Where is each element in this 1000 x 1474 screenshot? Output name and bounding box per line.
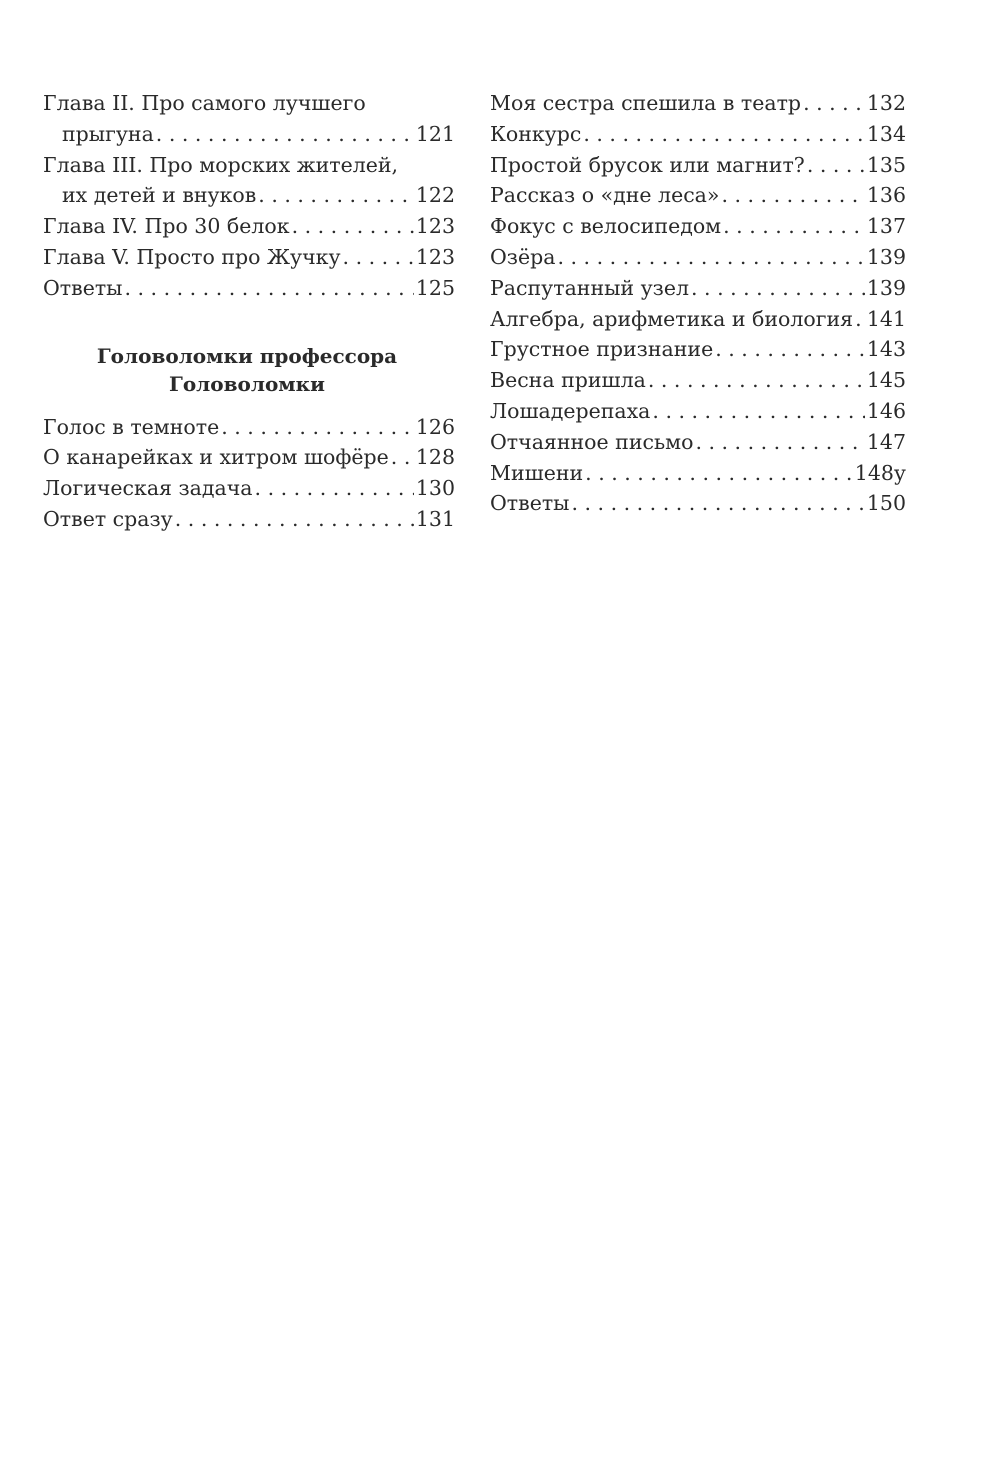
- section-heading-line-2: Головоломки: [169, 371, 325, 396]
- toc-page-number: 132: [866, 91, 906, 115]
- toc-entries-right: [490, 88, 906, 519]
- toc-entry[interactable]: [43, 412, 455, 443]
- toc-page-number: 150: [866, 491, 906, 516]
- toc-entry-line: [490, 273, 906, 304]
- dot-leader: [175, 504, 414, 535]
- toc-entry-line: [43, 150, 455, 181]
- toc-page-number: 125: [415, 275, 455, 300]
- toc-entry[interactable]: [43, 442, 455, 473]
- toc-entry-title: Конкурс: [490, 121, 582, 146]
- toc-page-number: 143: [866, 337, 906, 362]
- toc-entry-title: Моя сестра спешила в театр: [490, 91, 802, 115]
- toc-entry[interactable]: [490, 304, 906, 335]
- dot-leader: [695, 427, 864, 458]
- toc-entry-title: прыгуна: [62, 121, 154, 146]
- toc-entry-line: [43, 88, 455, 119]
- toc-entry-title: Мишени: [490, 460, 584, 485]
- dot-leader: [258, 180, 414, 211]
- toc-entry-title: Голос в темноте: [43, 414, 220, 439]
- toc-entry[interactable]: [490, 427, 906, 458]
- toc-page-number: 135: [866, 152, 906, 177]
- toc-entries-bottom: [43, 412, 455, 535]
- toc-entry-title: их детей и внуков: [62, 183, 257, 208]
- toc-entry[interactable]: [43, 211, 455, 242]
- toc-entry-line: [490, 334, 906, 365]
- toc-entry-line: [490, 211, 906, 242]
- toc-entry-line: [43, 273, 455, 304]
- toc-entry[interactable]: [490, 180, 906, 211]
- toc-entry-line: [490, 119, 906, 150]
- toc-page-number: 146: [866, 398, 906, 423]
- toc-entry-line: [490, 488, 906, 519]
- toc-entry-title: Грустное признание: [490, 337, 714, 362]
- toc-entry-title: Рассказ о «дне леса»: [490, 183, 720, 208]
- dot-leader: [571, 488, 864, 519]
- toc-entry-title: Простой брусок или магнит?: [490, 152, 805, 177]
- toc-entry[interactable]: [490, 396, 906, 427]
- toc-entry-line: [490, 304, 906, 335]
- dot-leader: [721, 180, 864, 211]
- toc-entry-line: [490, 427, 906, 458]
- toc-entry[interactable]: [490, 119, 906, 150]
- toc-entry-line: [43, 504, 455, 535]
- toc-entry[interactable]: [490, 334, 906, 365]
- toc-page-number: 128: [415, 445, 455, 470]
- toc-page-number: 131: [415, 506, 455, 531]
- toc-page-number: 141: [866, 306, 906, 331]
- toc-page-number: 137: [866, 214, 906, 239]
- dot-leader: [124, 273, 413, 304]
- toc-entry-line: [43, 119, 455, 150]
- dot-leader: [723, 211, 865, 242]
- toc-page-number: 136: [866, 183, 906, 208]
- toc-entry-line: [490, 180, 906, 211]
- toc-entry-title: Алгебра, арифметика и биология: [490, 306, 854, 331]
- toc-entry[interactable]: [490, 458, 906, 489]
- toc-entry[interactable]: [43, 242, 455, 273]
- dot-leader: [585, 458, 853, 489]
- toc-entry-title: Фокус с велосипедом: [490, 214, 722, 239]
- toc-entry[interactable]: [43, 150, 455, 212]
- toc-entry-line: [43, 442, 455, 473]
- dot-leader: [343, 242, 414, 273]
- dot-leader: [715, 334, 865, 365]
- toc-entry[interactable]: [490, 273, 906, 304]
- toc-entry-line: [490, 150, 906, 181]
- dot-leader: [803, 88, 865, 119]
- toc-entry-title: Лошадерепаха: [490, 398, 651, 423]
- toc-page-number: 139: [866, 275, 906, 300]
- toc-entry-line: [490, 242, 906, 273]
- toc-page-number: 121: [415, 121, 455, 146]
- toc-page-number: 130: [415, 476, 455, 501]
- toc-entry[interactable]: [490, 150, 906, 181]
- toc-entry[interactable]: [490, 88, 906, 119]
- toc-entry-title: Глава V. Просто про Жучку: [43, 244, 341, 269]
- toc-page-number: 148у: [854, 460, 906, 485]
- toc-entries-top: [43, 88, 455, 304]
- toc-page-number: 123: [415, 214, 455, 239]
- toc-entry-line: [43, 473, 455, 504]
- dot-leader: [255, 473, 414, 504]
- toc-left-column: [43, 88, 455, 535]
- toc-entry[interactable]: [43, 473, 455, 504]
- toc-entry-title: Глава II. Про самого лучшего: [43, 91, 366, 115]
- dot-leader: [652, 396, 864, 427]
- toc-entry-title: Весна пришла: [490, 368, 646, 393]
- section-heading: [43, 342, 455, 398]
- toc-entry-line: [43, 180, 455, 211]
- dot-leader: [557, 242, 864, 273]
- toc-entry[interactable]: [490, 211, 906, 242]
- dot-leader: [156, 119, 414, 150]
- toc-page-number: 139: [866, 244, 906, 269]
- toc-entry-title: Логическая задача: [43, 476, 253, 501]
- dot-leader: [391, 442, 414, 473]
- toc-entry-title: Ответы: [43, 275, 123, 300]
- toc-entry-line: [43, 242, 455, 273]
- toc-page-number: 126: [415, 414, 455, 439]
- dot-leader: [292, 211, 414, 242]
- dot-leader: [807, 150, 865, 181]
- toc-page-number: 123: [415, 244, 455, 269]
- toc-entry-title: О канарейках и хитром шофёре: [43, 445, 389, 470]
- toc-entry-title: Озёра: [490, 244, 556, 269]
- toc-right-column: [490, 88, 906, 519]
- toc-entry-line: [490, 88, 906, 119]
- toc-page-number: 145: [866, 368, 906, 393]
- dot-leader: [221, 412, 414, 443]
- toc-entry-title: Ответ сразу: [43, 506, 173, 531]
- dot-leader: [648, 365, 865, 396]
- dot-leader: [691, 273, 865, 304]
- toc-entry[interactable]: [43, 273, 455, 304]
- toc-entry[interactable]: [43, 504, 455, 535]
- toc-entry-title: Отчаянное письмо: [490, 429, 694, 454]
- toc-entry-title: Ответы: [490, 491, 570, 516]
- toc-entry[interactable]: [490, 488, 906, 519]
- toc-entry-line: [43, 412, 455, 443]
- toc-entry-line: [490, 458, 906, 489]
- dot-leader: [583, 119, 865, 150]
- toc-entry-line: [490, 365, 906, 396]
- toc-page-number: 122: [415, 183, 455, 208]
- section-heading-line-1: Головоломки профессора: [96, 343, 398, 368]
- toc-page-number: 147: [866, 429, 906, 454]
- toc-entry-line: [43, 211, 455, 242]
- toc-entry[interactable]: [43, 88, 455, 150]
- toc-entry-title: Распутанный узел: [490, 275, 690, 300]
- toc-entry[interactable]: [490, 365, 906, 396]
- dot-leader: [855, 304, 865, 335]
- toc-entry-title: Глава IV. Про 30 белок: [43, 214, 290, 239]
- toc-entry-line: [490, 396, 906, 427]
- toc-page-number: 134: [866, 121, 906, 146]
- toc-entry-title: Глава III. Про морских жителей,: [43, 152, 399, 177]
- toc-entry[interactable]: [490, 242, 906, 273]
